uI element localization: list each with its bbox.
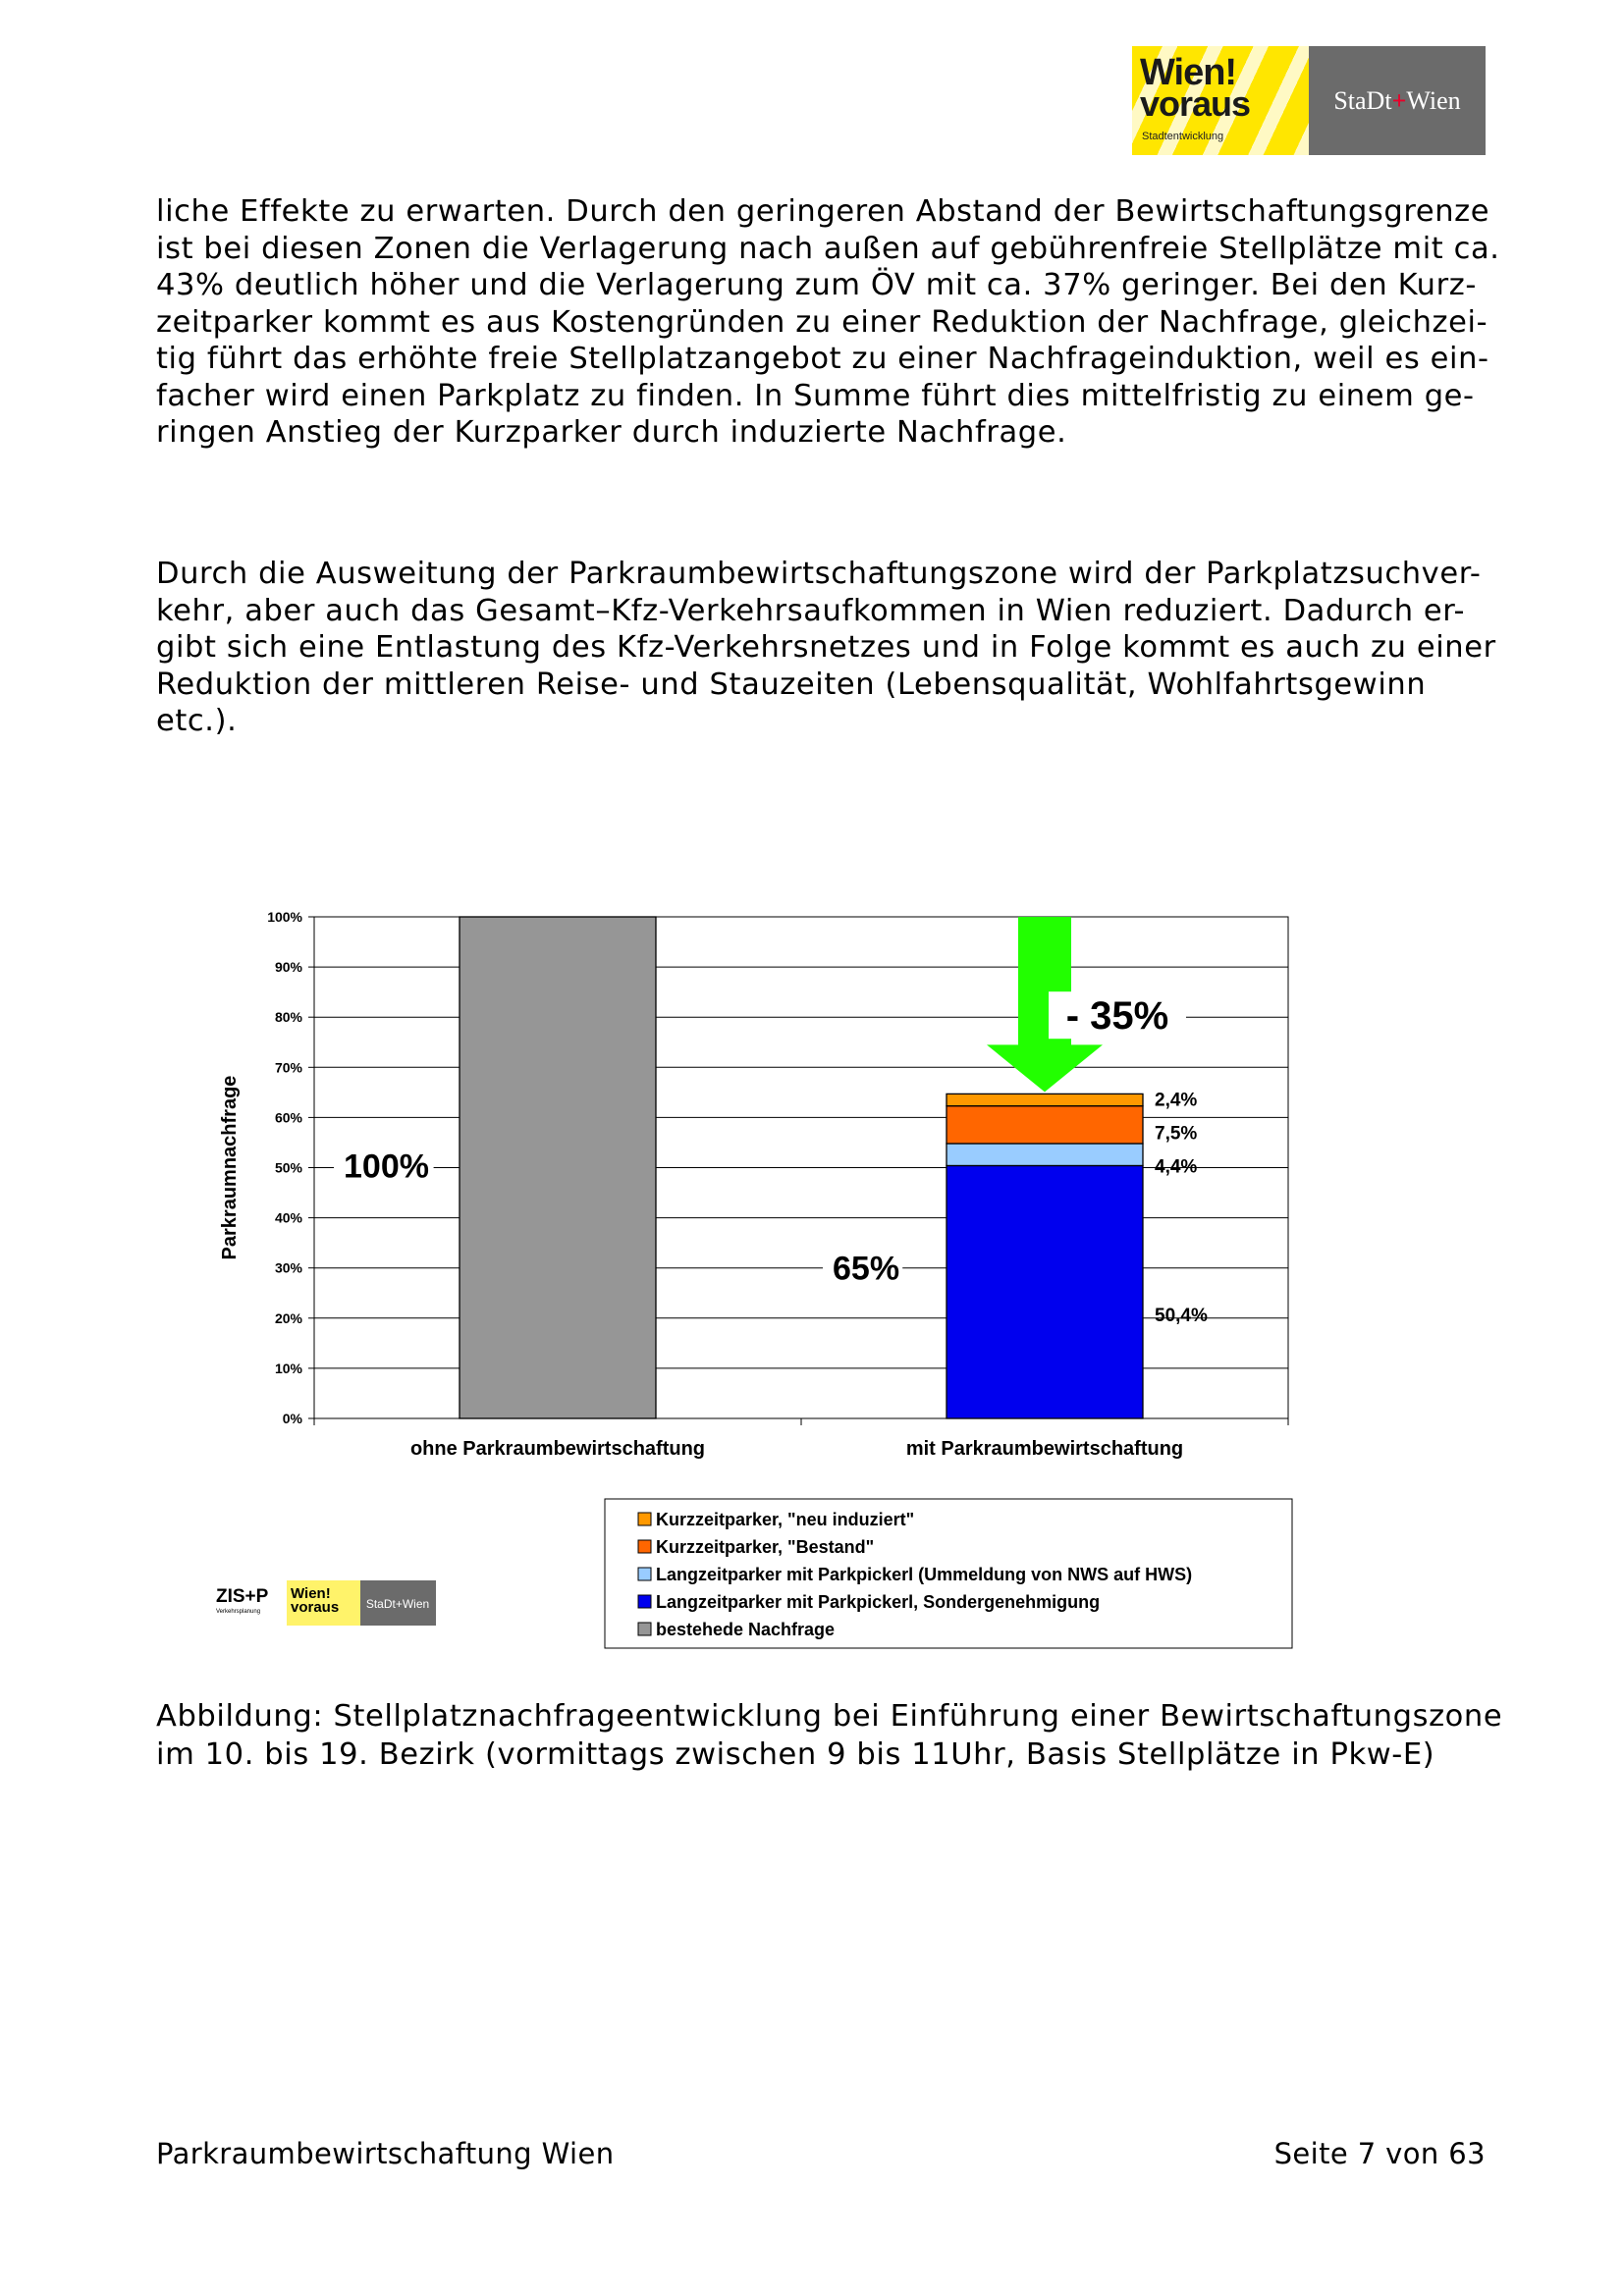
text-line: tig führt das erhöhte freie Stellplatzangebot zu einer Nachfrageinduktion, weil es ein- (156, 342, 1489, 376)
y-tick-label: 100% (267, 909, 302, 925)
bar-segment (947, 1106, 1143, 1144)
y-tick-label: 30% (274, 1259, 302, 1276)
logo-line1: Wien! (1140, 52, 1237, 93)
legend-label: bestehede Nachfrage (656, 1620, 836, 1639)
paragraph-2 (156, 556, 1496, 740)
figure-caption (156, 1697, 1503, 1774)
text-line: ringen Anstieg der Kurzparker durch induzierte Nachfrage. (156, 415, 1067, 450)
legend-swatch (638, 1513, 651, 1525)
caption-line: im 10. bis 19. Bezirk (vormittags zwischen 9 bis 11Uhr, Basis Stellplätze in Pkw-E) (156, 1737, 1435, 1772)
legend-swatch (638, 1623, 651, 1635)
text-line: gibt sich eine Entlastung des Kfz-Verkehrsnetzes und in Folge kommt es auch zu einer (156, 630, 1496, 665)
text-line: etc.). (156, 704, 238, 738)
logo-sub: Stadtentwicklung (1142, 131, 1224, 142)
data-label: 50,4% (1155, 1306, 1208, 1327)
y-tick-label: 50% (274, 1159, 302, 1176)
bar-segment (947, 1165, 1143, 1418)
text-line: Durch die Ausweitung der Parkraumbewirtschaftungszone wird der Parkplatzsuchver- (156, 557, 1482, 591)
paragraph-1 (156, 193, 1500, 452)
text-line: ist bei diesen Zonen die Verlagerung nach außen auf gebührenfreie Stellplätze mit ca. (156, 231, 1500, 266)
header-logo (1132, 46, 1486, 155)
legend-swatch (638, 1595, 651, 1608)
x-tick-label: mit Parkraumbewirtschaftung (905, 1438, 1184, 1460)
footer-title: Parkraumbewirtschaftung Wien (156, 2137, 615, 2170)
text-line: liche Effekte zu erwarten. Durch den geringeren Abstand der Bewirtschaftungsgrenze (156, 194, 1490, 229)
stadt-wien-logo (1309, 46, 1486, 155)
legend-label: Kurzzeitparker, "Bestand" (656, 1537, 875, 1557)
reduction-label: - 35% (1065, 994, 1169, 1039)
total-after-label: 65% (833, 1250, 900, 1288)
text-line: Reduktion der mittleren Reise- und Stauzeiten (Lebensqualität, Wohlfahrtsgewinn (156, 667, 1427, 702)
total-before-label: 100% (344, 1148, 429, 1186)
wien-voraus-logo (1132, 46, 1309, 155)
y-tick-label: 90% (274, 959, 302, 976)
data-label: 7,5% (1155, 1123, 1198, 1145)
mini-wien-line2: voraus (291, 1599, 340, 1616)
x-tick-label: ohne Parkraumbewirtschaftung (409, 1438, 706, 1460)
page-footer (156, 2137, 1486, 2170)
y-tick-label: 0% (282, 1411, 302, 1426)
y-tick-label: 80% (274, 1009, 302, 1026)
stadt-part2: Wien (1406, 85, 1461, 115)
bar-segment (947, 1144, 1143, 1165)
mini-stadt-text: StaDt+Wien (365, 1597, 430, 1611)
page-number: Seite 7 von 63 (1273, 2137, 1486, 2170)
text-line: 43% deutlich höher und die Verlagerung zum ÖV mit ca. 37% geringer. Bei den Kurz- (156, 268, 1477, 302)
legend-label: Langzeitparker mit Parkpickerl (Ummeldung von NWS auf HWS) (656, 1565, 1193, 1584)
zis-logo-sub: Verkehrsplanung (216, 1609, 261, 1615)
mini-wien-line1: Wien! (291, 1585, 331, 1602)
stadt-cross: + (1391, 85, 1407, 115)
caption-line: Abbildung: Stellplatznachfrageentwicklung bei Einführung einer Bewirtschaftungszone (156, 1699, 1503, 1734)
demand-chart (196, 898, 1316, 1654)
y-tick-label: 70% (274, 1059, 302, 1076)
bar-segment (947, 1094, 1143, 1105)
data-label: 4,4% (1155, 1156, 1198, 1178)
data-label: 2,4% (1155, 1090, 1198, 1111)
logo-line2: voraus (1140, 83, 1251, 124)
legend-swatch (638, 1540, 651, 1553)
y-tick-label: 10% (274, 1360, 302, 1376)
y-tick-label: 60% (274, 1109, 302, 1126)
y-tick-label: 40% (274, 1209, 302, 1226)
legend-label: Langzeitparker mit Parkpickerl, Sondergenehmigung (656, 1592, 1101, 1612)
legend-swatch (638, 1568, 651, 1580)
stadt-part1: StaDt (1333, 85, 1392, 115)
bar-segment (460, 917, 656, 1418)
legend-label: Kurzzeitparker, "neu induziert" (656, 1510, 915, 1529)
y-axis-title: Parkraumnachfrage (219, 1075, 241, 1260)
zis-logo-text: ZIS+P (216, 1586, 269, 1607)
text-line: kehr, aber auch das Gesamt–Kfz-Verkehrsaufkommen in Wien reduziert. Dadurch er- (156, 593, 1466, 628)
text-line: zeitparker kommt es aus Kostengründen zu einer Reduktion der Nachfrage, gleichzei- (156, 304, 1488, 340)
y-tick-label: 20% (274, 1309, 302, 1326)
text-line: facher wird einen Parkplatz zu finden. In Summe führt dies mittelfristig zu einem ge- (156, 378, 1475, 413)
